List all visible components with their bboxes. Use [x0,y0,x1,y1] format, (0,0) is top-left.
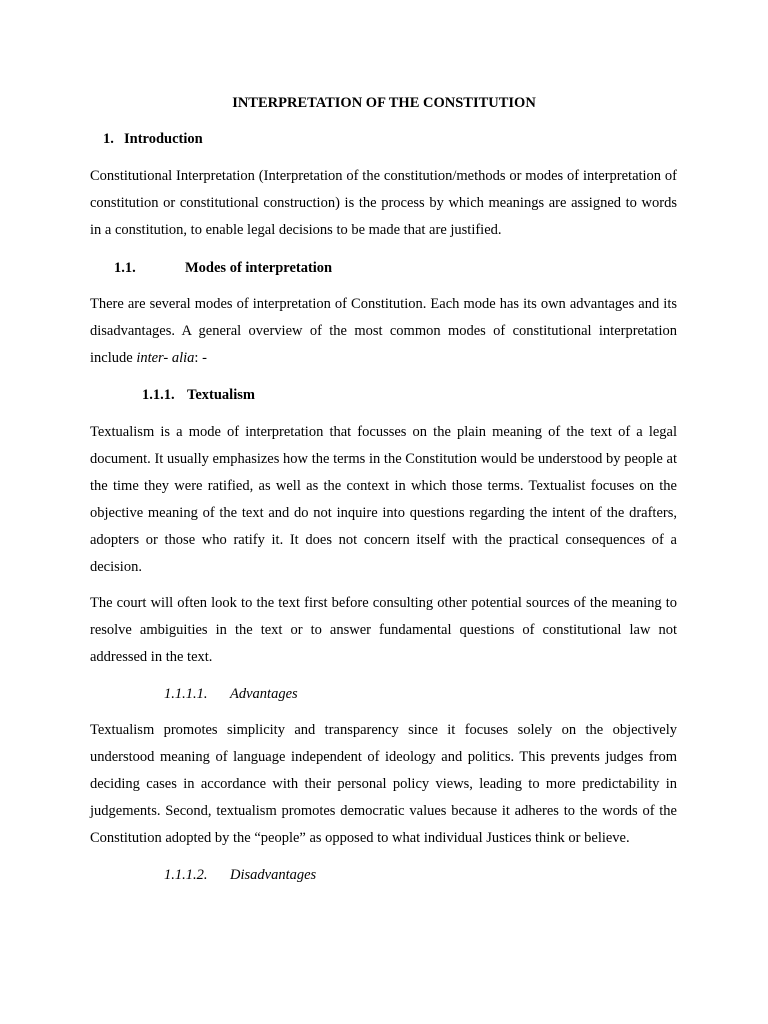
section-heading-advantages [164,684,298,704]
textualism-paragraph-2: The court will often look to the text first before consulting other potential sources of the meaning to resolve ambiguities in the text or to answer fundamental questions of constitutional law not addressed in the text. [90,595,677,665]
section-number: 1.1.1.2. [164,867,208,883]
section-heading-text: Advantages [230,686,298,702]
section-heading-text: Introduction [124,131,203,147]
advantages-paragraph: Textualism promotes simplicity and transparency since it focuses solely on the objectively understood meaning of language independent of ideology and politics. This prevents judges from deciding cases in accordance with their personal policy views, leading to more predictability in judgements. Second, textualism promotes democratic values because it adheres to the words of the Constitution adopted by the “people” as opposed to what individual Justices think or believe. [90,722,677,846]
modes-paragraph [90,291,677,372]
section-heading-textualism [142,385,255,405]
modes-paragraph-text: There are several modes of interpretation of Constitution. Each mode has its own advantages and its disadvantages. A general overview of the most common modes of constitutional interpretation include [90,296,677,366]
section-heading-disadvantages [164,865,316,885]
section-heading-introduction [103,129,203,149]
modes-paragraph-italic: inter- alia [136,350,195,366]
textualism-paragraph-1: Textualism is a mode of interpretation that focusses on the plain meaning of the text of a legal document. It usually emphasizes how the terms in the Constitution would be understood by people at the time they were ratified, as well as the context in which those terms. Textualist focuses on the objective meaning of the text and do not inquire into questions regarding the intent of the drafters, adopters or those who ratify it. It does not concern itself with the practical consequences of a decision. [90,424,677,575]
section-number: 1. [103,131,114,147]
section-heading-modes-of-interpretation [114,258,332,278]
section-number: 1.1.1.1. [164,686,208,702]
introduction-paragraph: Constitutional Interpretation (Interpretation of the constitution/methods or modes of interpretation of constitution or constitutional construction) is the process by which meanings are assigned to words in a constitution, to enable legal decisions to be made that are justified. [90,168,677,238]
section-heading-text: Modes of interpretation [185,260,333,276]
document-title: INTERPRETATION OF THE CONSTITUTION [232,95,536,111]
modes-paragraph-end: : - [194,350,207,366]
section-heading-text: Disadvantages [230,867,317,883]
section-number: 1.1.1. [142,387,175,403]
section-number: 1.1. [114,260,136,276]
section-heading-text: Textualism [187,387,255,403]
